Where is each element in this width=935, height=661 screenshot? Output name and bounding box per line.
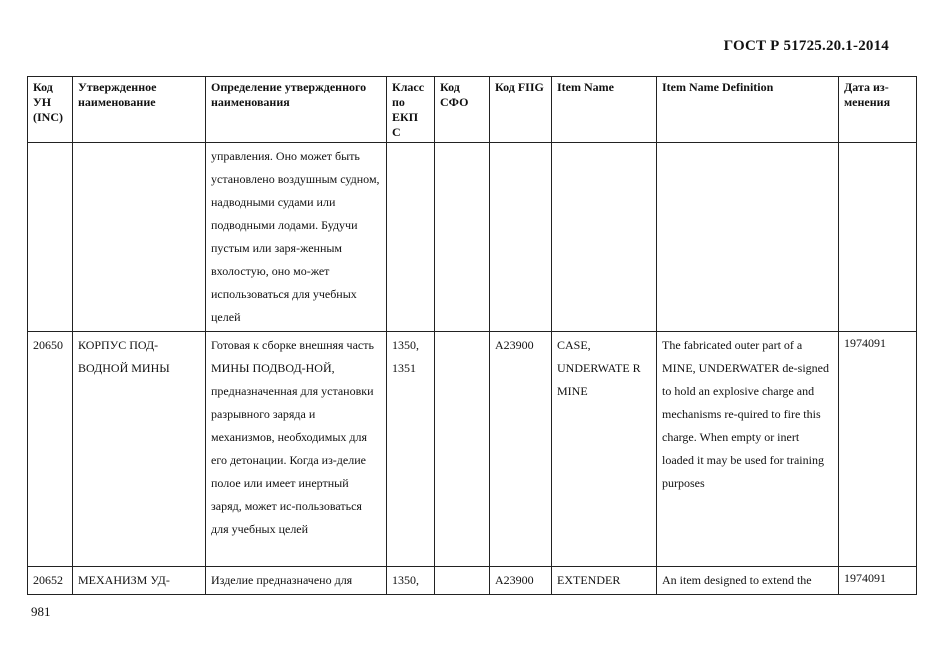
header-change-date: Дата из-менения	[839, 77, 917, 143]
cell-change-date	[839, 143, 917, 332]
classification-table	[27, 76, 917, 595]
cell-change-date: 1974091	[839, 332, 917, 567]
cell-fiig-code	[490, 143, 552, 332]
cell-change-date: 1974091	[839, 567, 917, 595]
cell-definition: Изделие предназначено для	[206, 567, 387, 595]
cell-ekps-class: 1350, 1351	[387, 332, 435, 567]
cell-ekps-class: 1350,	[387, 567, 435, 595]
cell-sfo-code	[435, 143, 490, 332]
table-row	[28, 332, 917, 567]
cell-item-name-definition	[657, 143, 839, 332]
cell-item-name: CASE, UNDERWATE R MINE	[552, 332, 657, 567]
header-fiig-code: Код FIIG	[490, 77, 552, 143]
table-row	[28, 143, 917, 332]
cell-item-name: EXTENDER	[552, 567, 657, 595]
cell-definition: управления. Оно может быть установлено воздушным судном, надводными судами или подводными лодами. Будучи пустым или заря-женным вхолостую, оно мо-жет использоваться для учебных целей	[206, 143, 387, 332]
header-inc: Код УН (INC)	[28, 77, 73, 143]
cell-item-name	[552, 143, 657, 332]
cell-fiig-code: A23900	[490, 567, 552, 595]
table-row	[28, 567, 917, 595]
cell-definition: Готовая к сборке внешняя часть МИНЫ ПОДВОД-НОЙ, предназначенная для установки разрывного заряда и механизмов, необходимых для его детонации. Когда из-делие полое или имеет инертный заряд, может ис-пользоваться для учебных целей	[206, 332, 387, 567]
cell-inc: 20652	[28, 567, 73, 595]
cell-fiig-code: A23900	[490, 332, 552, 567]
header-ekps-class: Класс по ЕКП С	[387, 77, 435, 143]
table-header-row	[28, 77, 917, 143]
header-item-name: Item Name	[552, 77, 657, 143]
header-approved-name: Утвержденное наименование	[73, 77, 206, 143]
standard-code: ГОСТ Р 51725.20.1-2014	[723, 38, 889, 54]
cell-inc	[28, 143, 73, 332]
header-definition: Определение утвержденного наименования	[206, 77, 387, 143]
header-item-name-definition: Item Name Definition	[657, 77, 839, 143]
cell-approved-name: МЕХАНИЗМ УД-	[73, 567, 206, 595]
page-number: 981	[31, 604, 51, 619]
cell-approved-name: КОРПУС ПОД-ВОДНОЙ МИНЫ	[73, 332, 206, 567]
cell-sfo-code	[435, 567, 490, 595]
cell-sfo-code	[435, 332, 490, 567]
cell-item-name-definition: The fabricated outer part of a MINE, UNDERWATER de-signed to hold an explosive charge and mechanisms re-quired to fire this charge. When empty or inert loaded it may be used for training purposes	[657, 332, 839, 567]
header-sfo-code: Код СФО	[435, 77, 490, 143]
cell-approved-name	[73, 143, 206, 332]
cell-ekps-class	[387, 143, 435, 332]
cell-inc: 20650	[28, 332, 73, 567]
cell-item-name-definition: An item designed to extend the	[657, 567, 839, 595]
